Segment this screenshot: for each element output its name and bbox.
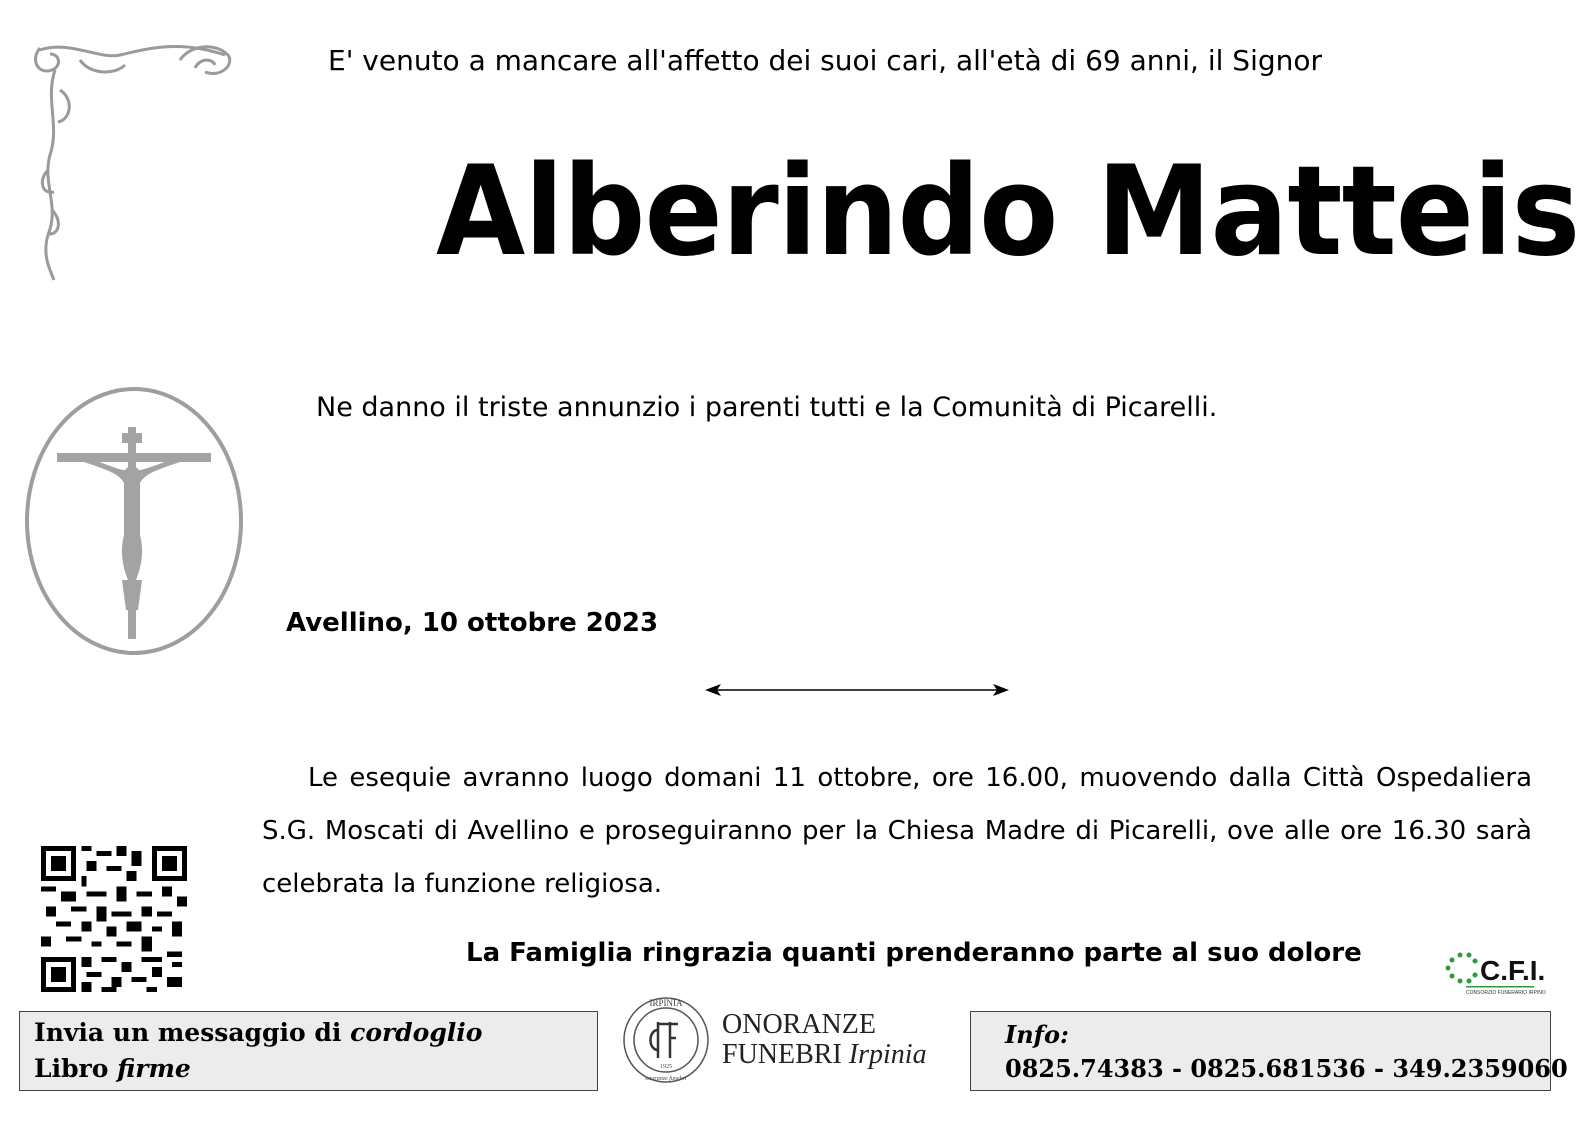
cfi-text: C.F.I. (1480, 955, 1546, 986)
qr-code-icon[interactable] (41, 846, 187, 992)
crucifix-icon (24, 385, 246, 657)
logo-text-top: IRPINIA (649, 998, 683, 1008)
funeral-details (262, 752, 1532, 911)
announcement-text: Ne danno il triste annunzio i parenti tutti e la Comunità di Picarelli. (316, 392, 1218, 423)
logo-text-bottom: onoranze funebri (645, 1076, 687, 1082)
cfi-logo (1444, 950, 1546, 998)
funeral-details-text: Le esequie avranno luogo domani 11 ottobre, ore 16.00, muovendo dalla Città Ospedaliera S.G. Moscati di Avellino e proseguiranno per la Chiesa Madre di Picarelli, ove alle ore 16.30 sarà celebrata la funzione religiosa. (262, 763, 1532, 899)
info-label: Info: (1005, 1020, 1069, 1049)
guestbook-link[interactable] (34, 1054, 191, 1083)
phone-numbers[interactable]: 0825.74383 - 0825.681536 - 349.2359060 (1005, 1054, 1568, 1083)
brand-line-1: ONORANZE (722, 1009, 876, 1040)
guestbook-emphasis: firme (117, 1054, 191, 1083)
corner-flourish-icon (30, 30, 240, 285)
deceased-name: Alberindo Matteis (436, 140, 1580, 284)
logo-year: 1925 (660, 1064, 672, 1070)
condolence-emphasis: cordoglio (350, 1018, 483, 1047)
double-arrow-icon (705, 680, 1009, 700)
condolence-link[interactable] (34, 1018, 482, 1047)
cfi-subtext: CONSORZIO FUNERARIO IRPINO (1466, 990, 1546, 996)
brand-line-2 (722, 1040, 927, 1070)
guestbook-prefix: Libro (34, 1054, 109, 1083)
brand-line-2-emphasis: Irpinia (848, 1039, 927, 1070)
intro-text: E' venuto a mancare all'affetto dei suoi cari, all'età di 69 anni, il Signor (328, 44, 1323, 77)
condolence-box[interactable] (19, 1011, 598, 1091)
condolence-prefix: Invia un messaggio di (34, 1018, 342, 1047)
brand-line-2-plain: FUNEBRI (722, 1039, 842, 1070)
funeral-home-brand (722, 1010, 927, 1070)
family-thanks: La Famiglia ringrazia quanti prenderanno parte al suo dolore (466, 938, 1362, 968)
funeral-home-logo-icon (618, 992, 714, 1088)
info-box (970, 1011, 1568, 1091)
place-date: Avellino, 10 ottobre 2023 (286, 608, 659, 638)
